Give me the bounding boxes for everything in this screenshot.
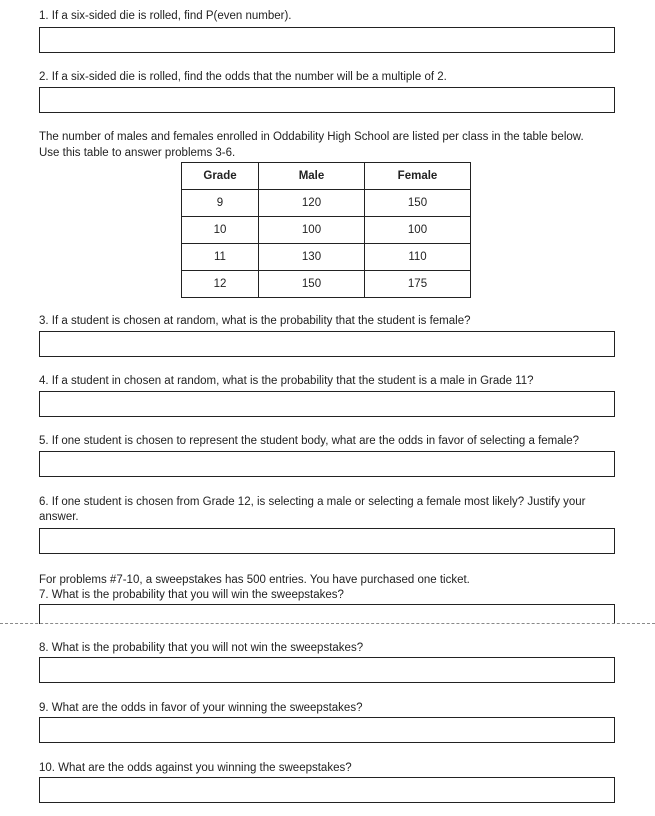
cell-grade: 9	[182, 190, 259, 217]
question-6: 6. If one student is chosen from Grade 12, is selecting a male or selecting a female most likely? Justify your answer.	[39, 496, 586, 523]
answer-box-10[interactable]	[39, 777, 615, 803]
cell-grade: 12	[182, 271, 259, 298]
sweepstakes-intro: For problems #7-10, a sweepstakes has 500 entries. You have purchased one ticket.	[39, 574, 470, 586]
table-row	[182, 217, 471, 244]
table-intro-line-1: The number of males and females enrolled in Oddability High School are listed per class in the table below.	[39, 131, 584, 143]
table-row	[182, 190, 471, 217]
header-grade: Grade	[182, 163, 259, 190]
answer-box-8[interactable]	[39, 657, 615, 683]
cell-female: 150	[365, 190, 471, 217]
header-male: Male	[259, 163, 365, 190]
cell-female: 110	[365, 244, 471, 271]
table-intro-line-2: Use this table to answer problems 3-6.	[39, 147, 236, 159]
question-7: 7. What is the probability that you will win the sweepstakes?	[39, 589, 344, 601]
answer-box-6[interactable]	[39, 528, 615, 554]
cell-male: 150	[259, 271, 365, 298]
cell-male: 120	[259, 190, 365, 217]
question-8: 8. What is the probability that you will not win the sweepstakes?	[39, 642, 364, 654]
answer-box-7[interactable]	[39, 604, 615, 624]
answer-box-1[interactable]	[39, 27, 615, 53]
question-4: 4. If a student in chosen at random, what is the probability that the student is a male in Grade 11?	[39, 375, 534, 387]
header-female: Female	[365, 163, 471, 190]
question-2: 2. If a six-sided die is rolled, find the odds that the number will be a multiple of 2.	[39, 71, 447, 83]
answer-box-2[interactable]	[39, 87, 615, 113]
cell-male: 100	[259, 217, 365, 244]
question-1: 1. If a six-sided die is rolled, find P(even number).	[39, 10, 292, 22]
cell-grade: 10	[182, 217, 259, 244]
question-3: 3. If a student is chosen at random, what is the probability that the student is female?	[39, 315, 471, 327]
question-10: 10. What are the odds against you winning the sweepstakes?	[39, 762, 352, 774]
question-5: 5. If one student is chosen to represent the student body, what are the odds in favor of selecting a female?	[39, 435, 579, 447]
page-break-divider	[0, 623, 655, 624]
question-9: 9. What are the odds in favor of your winning the sweepstakes?	[39, 702, 363, 714]
answer-box-5[interactable]	[39, 451, 615, 477]
answer-box-4[interactable]	[39, 391, 615, 417]
answer-box-9[interactable]	[39, 717, 615, 743]
table-row	[182, 271, 471, 298]
table-header-row	[182, 163, 471, 190]
cell-grade: 11	[182, 244, 259, 271]
enrollment-table	[181, 162, 471, 298]
answer-box-3[interactable]	[39, 331, 615, 357]
cell-female: 175	[365, 271, 471, 298]
cell-female: 100	[365, 217, 471, 244]
cell-male: 130	[259, 244, 365, 271]
table-row	[182, 244, 471, 271]
